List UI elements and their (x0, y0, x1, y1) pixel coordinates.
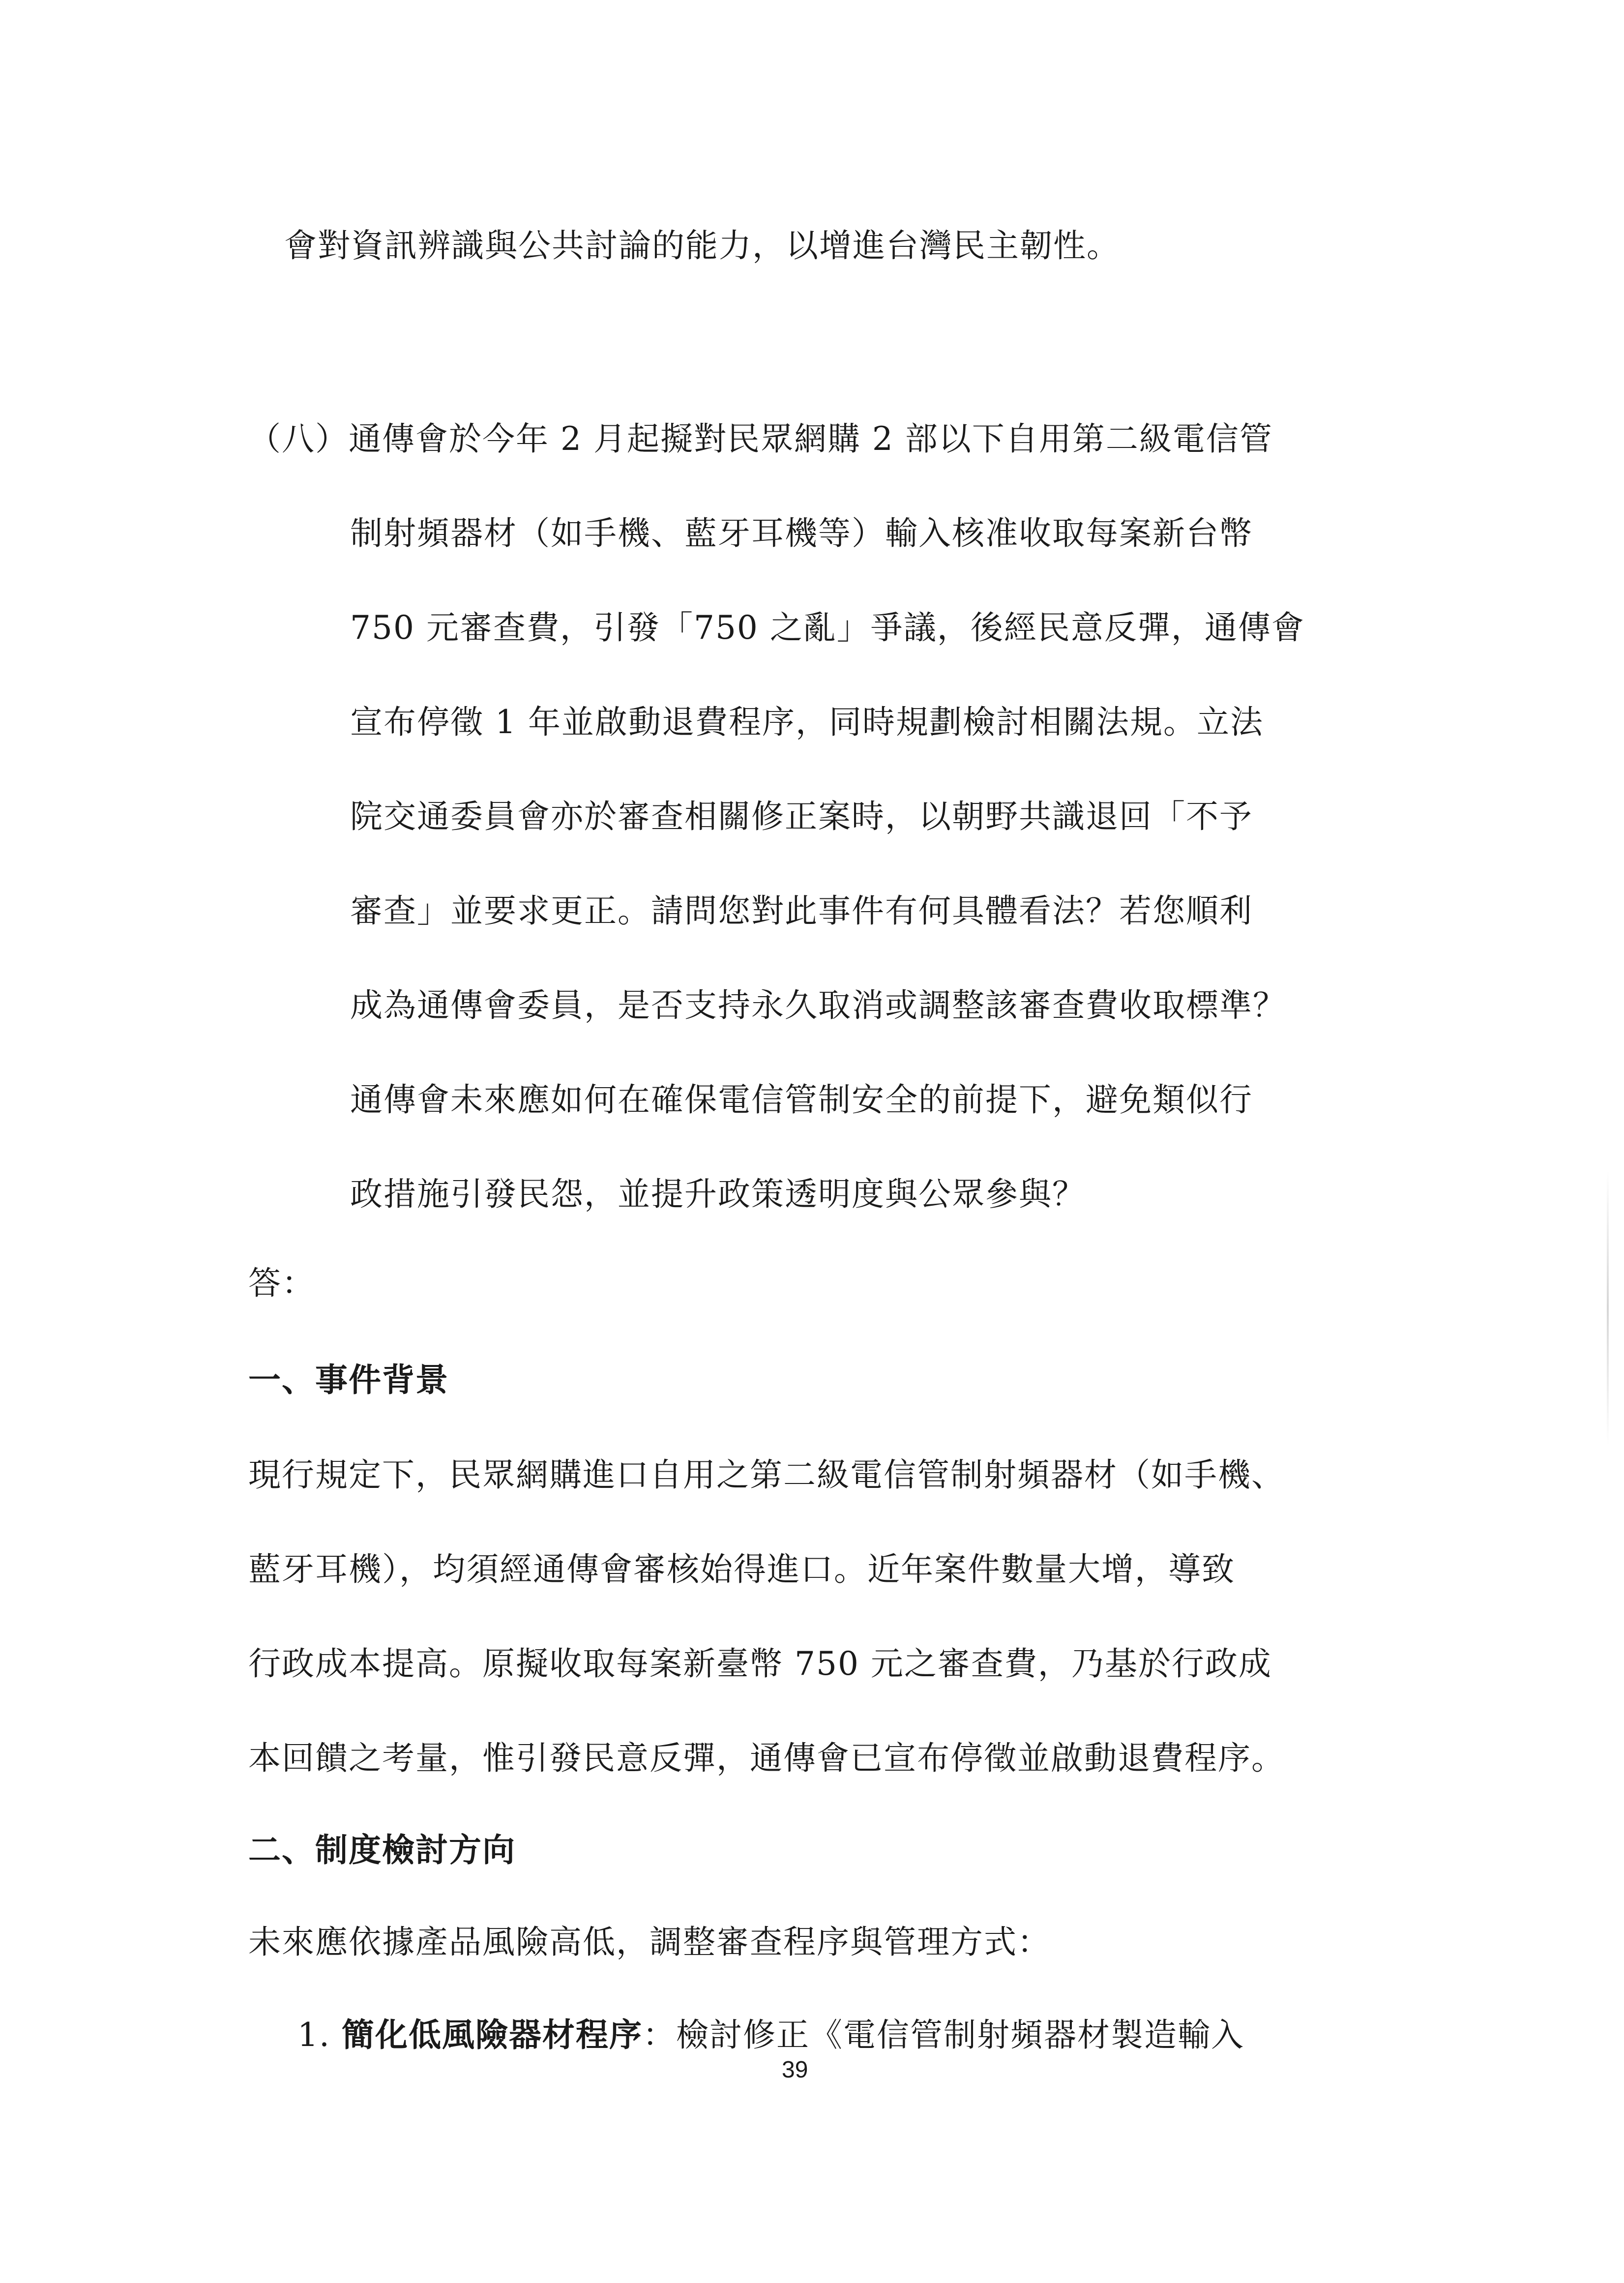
page-number: 39 (782, 2057, 808, 2083)
item-text: ：檢討修正《電信管制射頻器材製造輸入 (642, 2016, 1244, 2054)
section1-line-2: 藍牙耳機），均須經通傳會審核始得進口。近年案件數量大增，導致 (248, 1550, 1235, 1588)
section1-line-4: 本回饋之考量，惟引發民意反彈，通傳會已宣布停徵並啟動退費程序。 (248, 1739, 1285, 1777)
intro-line: 會對資訊辨識與公共討論的能力，以增進台灣民主韌性。 (284, 227, 1120, 265)
question-line-5: 院交通委員會亦於審查相關修正案時，以朝野共識退回「不予 (350, 798, 1253, 835)
question-line-3: 750 元審查費，引發「750 之亂」爭議，後經民意反彈，通傳會 (350, 609, 1305, 647)
section1-heading: 一、事件背景 (248, 1361, 449, 1399)
scan-edge-mark (1607, 1170, 1609, 1446)
question-line-1: （八）通傳會於今年 2 月起擬對民眾網購 2 部以下自用第二級電信管 (248, 420, 1273, 458)
section1-line-1: 現行規定下，民眾網購進口自用之第二級電信管制射頻器材（如手機、 (248, 1456, 1285, 1494)
question-line-6: 審查」並要求更正。請問您對此事件有何具體看法？若您順利 (350, 892, 1253, 930)
question-line-4: 宣布停徵 1 年並啟動退費程序，同時規劃檢討相關法規。立法 (350, 703, 1264, 741)
section2-intro: 未來應依據產品風險高低，調整審查程序與管理方式： (248, 1923, 1051, 1961)
question-line-7: 成為通傳會委員，是否支持永久取消或調整該審查費收取標準？ (350, 986, 1286, 1024)
answer-label: 答： (248, 1264, 315, 1302)
item-number: 1. (297, 2016, 330, 2054)
question-line-2: 制射頻器材（如手機、藍牙耳機等）輸入核准收取每案新台幣 (350, 514, 1253, 552)
section1-line-3: 行政成本提高。原擬收取每案新臺幣 750 元之審查費，乃基於行政成 (248, 1645, 1272, 1683)
question-line-8: 通傳會未來應如何在確保電信管制安全的前提下，避免類似行 (350, 1081, 1253, 1119)
question-line-9: 政措施引發民怨，並提升政策透明度與公眾參與？ (350, 1175, 1086, 1213)
item-title: 簡化低風險器材程序 (341, 2016, 643, 2054)
section2-heading: 二、制度檢討方向 (248, 1831, 516, 1869)
section2-item-1 (297, 2013, 1244, 2057)
